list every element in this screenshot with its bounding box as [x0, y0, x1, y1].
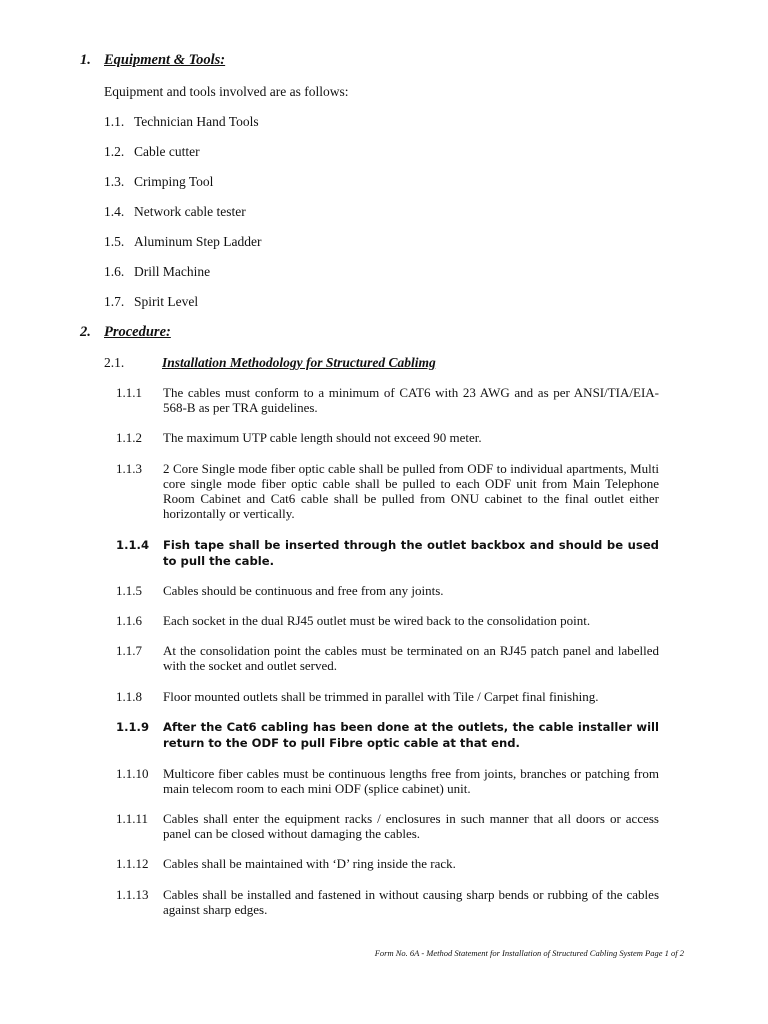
- item-text: Multicore fiber cables must be continuous lengths free from joints, branches or patching from main telecom room to each mini ODF (splice cabinet) unit.: [163, 766, 659, 796]
- item-number: 1.1.1: [116, 385, 142, 400]
- item-text: The cables must conform to a minimum of CAT6 with 23 AWG and as per ANSI/TIA/EIA-568-B as per TRA guidelines.: [163, 385, 659, 415]
- tool-item: 1.6. Drill Machine: [104, 264, 211, 279]
- item-text: At the consolidation point the cables must be terminated on an RJ45 patch panel and labelled with the socket and outlet served.: [163, 643, 659, 673]
- tool-item: 1.4. Network cable tester: [104, 204, 246, 219]
- item-text: Cables shall enter the equipment racks / enclosures in such manner that all doors or access panel can be closed without damaging the cables.: [163, 811, 659, 841]
- subsection-number: 2.1.: [104, 355, 125, 370]
- page-footer: Form No. 6A - Method Statement for Installation of Structured Cabling System Page 1 of 2: [374, 948, 684, 958]
- tool-item: 1.5. Aluminum Step Ladder: [104, 234, 262, 249]
- item-number: 1.1.2: [116, 430, 142, 445]
- item-number: 1.1.5: [116, 583, 142, 598]
- item-number: 1.1.8: [116, 689, 142, 704]
- item-text: Cables shall be installed and fastened in without causing sharp bends or rubbing of the cables against sharp edges.: [163, 887, 659, 917]
- equipment-intro: Equipment and tools involved are as follows:: [104, 84, 349, 99]
- section-number: 2.: [80, 324, 91, 340]
- item-number: 1.1.13: [116, 887, 149, 902]
- item-text: Cables shall be maintained with ‘D’ ring inside the rack.: [163, 856, 456, 871]
- item-text: Fish tape shall be inserted through the outlet backbox and should be used to pull the cable.: [163, 538, 659, 568]
- item-number: 1.1.7: [116, 643, 142, 658]
- item-text: Floor mounted outlets shall be trimmed in parallel with Tile / Carpet final finishing.: [163, 689, 599, 704]
- item-number: 1.1.3: [116, 461, 142, 476]
- item-text: After the Cat6 cabling has been done at the outlets, the cable installer will return to the ODF to pull Fibre optic cable at that end.: [163, 720, 659, 750]
- item-text: Cables should be continuous and free from any joints.: [163, 583, 444, 598]
- item-number: 1.1.9: [116, 720, 150, 734]
- section-title: Procedure:: [104, 324, 171, 340]
- section-title: Equipment & Tools:: [104, 52, 226, 68]
- tool-item: 1.2. Cable cutter: [104, 144, 200, 159]
- section-number: 1.: [80, 52, 91, 68]
- item-number: 1.1.11: [116, 811, 149, 826]
- item-text: Each socket in the dual RJ45 outlet must be wired back to the consolidation point.: [163, 613, 591, 628]
- item-number: 1.1.10: [116, 766, 149, 781]
- tool-item: 1.3. Crimping Tool: [104, 174, 214, 189]
- tool-item: 1.7. Spirit Level: [104, 294, 199, 309]
- item-number: 1.1.12: [116, 856, 149, 871]
- item-number: 1.1.4: [116, 538, 150, 552]
- item-text: The maximum UTP cable length should not exceed 90 meter.: [163, 430, 482, 445]
- item-number: 1.1.6: [116, 613, 142, 628]
- subsection-title: Installation Methodology for Structured Cablimg: [162, 355, 436, 370]
- item-text: 2 Core Single mode fiber optic cable shall be pulled from ODF to individual apartments, Multi core single mode fiber optic cable shall be pulled to each ODF unit from Main Telephone Room Cabinet and Cat6 cable shall be pulled from ONU cabinet to the final outlet either horizontally or vertically.: [163, 461, 659, 521]
- tool-item: 1.1. Technician Hand Tools: [104, 114, 259, 129]
